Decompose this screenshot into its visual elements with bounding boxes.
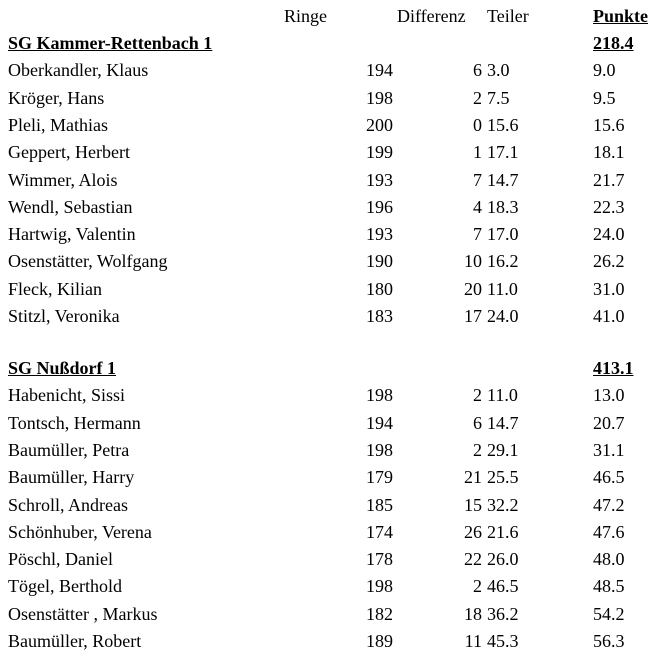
teiler-value: 29.1 <box>487 440 519 460</box>
shooter-name: Schroll, Andreas <box>8 495 128 515</box>
ringe-value: 198 <box>366 385 393 405</box>
teiler-value: 17.0 <box>487 224 519 244</box>
table-row <box>0 278 661 300</box>
team-name: SG Kammer-Rettenbach 1 <box>8 33 213 53</box>
punkte-value: 21.7 <box>593 170 625 190</box>
shooter-name: Tögel, Berthold <box>8 576 122 596</box>
table-row <box>0 59 661 81</box>
shooter-name: Kröger, Hans <box>8 88 105 108</box>
table-row <box>0 412 661 434</box>
punkte-value: 48.5 <box>593 576 625 596</box>
header-teiler: Teiler <box>487 6 529 26</box>
table-row <box>0 250 661 272</box>
shooter-name: Pöschl, Daniel <box>8 549 113 569</box>
teiler-value: 11.0 <box>487 279 518 299</box>
differenz-value: 2 <box>473 576 482 596</box>
table-row <box>0 494 661 516</box>
teiler-value: 21.6 <box>487 522 519 542</box>
punkte-value: 47.6 <box>593 522 625 542</box>
shooter-name: Baumüller, Harry <box>8 467 135 487</box>
ringe-value: 198 <box>366 440 393 460</box>
teiler-value: 45.3 <box>487 631 519 651</box>
shooter-name: Baumüller, Robert <box>8 631 142 651</box>
teiler-value: 15.6 <box>487 115 519 135</box>
shooter-name: Schönhuber, Verena <box>8 522 152 542</box>
table-row <box>0 114 661 136</box>
punkte-value: 47.2 <box>593 495 625 515</box>
ringe-value: 174 <box>366 522 393 542</box>
shooter-name: Tontsch, Hermann <box>8 413 141 433</box>
teiler-value: 26.0 <box>487 549 519 569</box>
table-row <box>0 439 661 461</box>
shooter-name: Oberkandler, Klaus <box>8 60 149 80</box>
teiler-value: 16.2 <box>487 251 519 271</box>
shooter-name: Fleck, Kilian <box>8 279 102 299</box>
team-row <box>0 357 661 379</box>
teiler-value: 14.7 <box>487 413 519 433</box>
ringe-value: 185 <box>366 495 393 515</box>
differenz-value: 11 <box>464 631 482 651</box>
shooter-name: Wendl, Sebastian <box>8 197 133 217</box>
differenz-value: 20 <box>464 279 482 299</box>
ringe-value: 198 <box>366 576 393 596</box>
differenz-value: 10 <box>464 251 482 271</box>
ringe-value: 183 <box>366 306 393 326</box>
ringe-value: 189 <box>366 631 393 651</box>
table-row <box>0 169 661 191</box>
punkte-value: 15.6 <box>593 115 625 135</box>
differenz-value: 4 <box>473 197 482 217</box>
punkte-value: 26.2 <box>593 251 625 271</box>
punkte-value: 41.0 <box>593 306 625 326</box>
punkte-value: 54.2 <box>593 604 625 624</box>
teiler-value: 46.5 <box>487 576 519 596</box>
table-row <box>0 196 661 218</box>
teiler-value: 11.0 <box>487 385 518 405</box>
differenz-value: 0 <box>473 115 482 135</box>
teiler-value: 17.1 <box>487 142 519 162</box>
punkte-value: 56.3 <box>593 631 625 651</box>
teiler-value: 14.7 <box>487 170 519 190</box>
table-row <box>0 87 661 109</box>
punkte-value: 20.7 <box>593 413 625 433</box>
shooter-name: Wimmer, Alois <box>8 170 118 190</box>
teiler-value: 7.5 <box>487 88 510 108</box>
table-row <box>0 305 661 327</box>
punkte-value: 24.0 <box>593 224 625 244</box>
teiler-value: 25.5 <box>487 467 519 487</box>
differenz-value: 15 <box>464 495 482 515</box>
punkte-value: 9.5 <box>593 88 616 108</box>
differenz-value: 7 <box>473 170 482 190</box>
ringe-value: 194 <box>366 413 393 433</box>
ringe-value: 178 <box>366 549 393 569</box>
shooter-name: Stitzl, Veronika <box>8 306 120 326</box>
ringe-value: 190 <box>366 251 393 271</box>
ringe-value: 194 <box>366 60 393 80</box>
ringe-value: 199 <box>366 142 393 162</box>
team-total: 218.4 <box>593 33 634 53</box>
header-differenz: Differenz <box>397 6 466 26</box>
differenz-value: 2 <box>473 440 482 460</box>
differenz-value: 22 <box>464 549 482 569</box>
ringe-value: 193 <box>366 170 393 190</box>
differenz-value: 17 <box>464 306 482 326</box>
team-row <box>0 32 661 54</box>
table-row <box>0 575 661 597</box>
table-row <box>0 141 661 163</box>
table-row <box>0 603 661 625</box>
team-name: SG Nußdorf 1 <box>8 358 117 378</box>
teiler-value: 24.0 <box>487 306 519 326</box>
shooter-name: Habenicht, Sissi <box>8 385 125 405</box>
shooter-name: Baumüller, Petra <box>8 440 130 460</box>
differenz-value: 1 <box>473 142 482 162</box>
shooter-name: Pleli, Mathias <box>8 115 108 135</box>
punkte-value: 31.0 <box>593 279 625 299</box>
punkte-value: 13.0 <box>593 385 625 405</box>
differenz-value: 6 <box>473 413 482 433</box>
ringe-value: 180 <box>366 279 393 299</box>
shooter-name: Geppert, Herbert <box>8 142 130 162</box>
ringe-value: 200 <box>366 115 393 135</box>
differenz-value: 18 <box>464 604 482 624</box>
header-ringe: Ringe <box>284 6 327 26</box>
ringe-value: 182 <box>366 604 393 624</box>
punkte-value: 22.3 <box>593 197 625 217</box>
teiler-value: 18.3 <box>487 197 519 217</box>
ringe-value: 193 <box>366 224 393 244</box>
shooter-name: Osenstätter , Markus <box>8 604 158 624</box>
teiler-value: 3.0 <box>487 60 510 80</box>
ringe-value: 198 <box>366 88 393 108</box>
header-punkte: Punkte <box>593 6 649 26</box>
punkte-value: 48.0 <box>593 549 625 569</box>
teiler-value: 36.2 <box>487 604 519 624</box>
table-row <box>0 548 661 570</box>
punkte-value: 18.1 <box>593 142 625 162</box>
shooter-name: Hartwig, Valentin <box>8 224 136 244</box>
table-row <box>0 521 661 543</box>
punkte-value: 31.1 <box>593 440 625 460</box>
differenz-value: 21 <box>464 467 482 487</box>
differenz-value: 7 <box>473 224 482 244</box>
shooter-name: Osenstätter, Wolfgang <box>8 251 168 271</box>
ringe-value: 179 <box>366 467 393 487</box>
differenz-value: 2 <box>473 385 482 405</box>
differenz-value: 26 <box>464 522 482 542</box>
table-row <box>0 223 661 245</box>
teiler-value: 32.2 <box>487 495 519 515</box>
ringe-value: 196 <box>366 197 393 217</box>
table-row <box>0 630 661 652</box>
punkte-value: 46.5 <box>593 467 625 487</box>
differenz-value: 2 <box>473 88 482 108</box>
team-total: 413.1 <box>593 358 634 378</box>
punkte-value: 9.0 <box>593 60 616 80</box>
table-row <box>0 384 661 406</box>
differenz-value: 6 <box>473 60 482 80</box>
table-row <box>0 466 661 488</box>
